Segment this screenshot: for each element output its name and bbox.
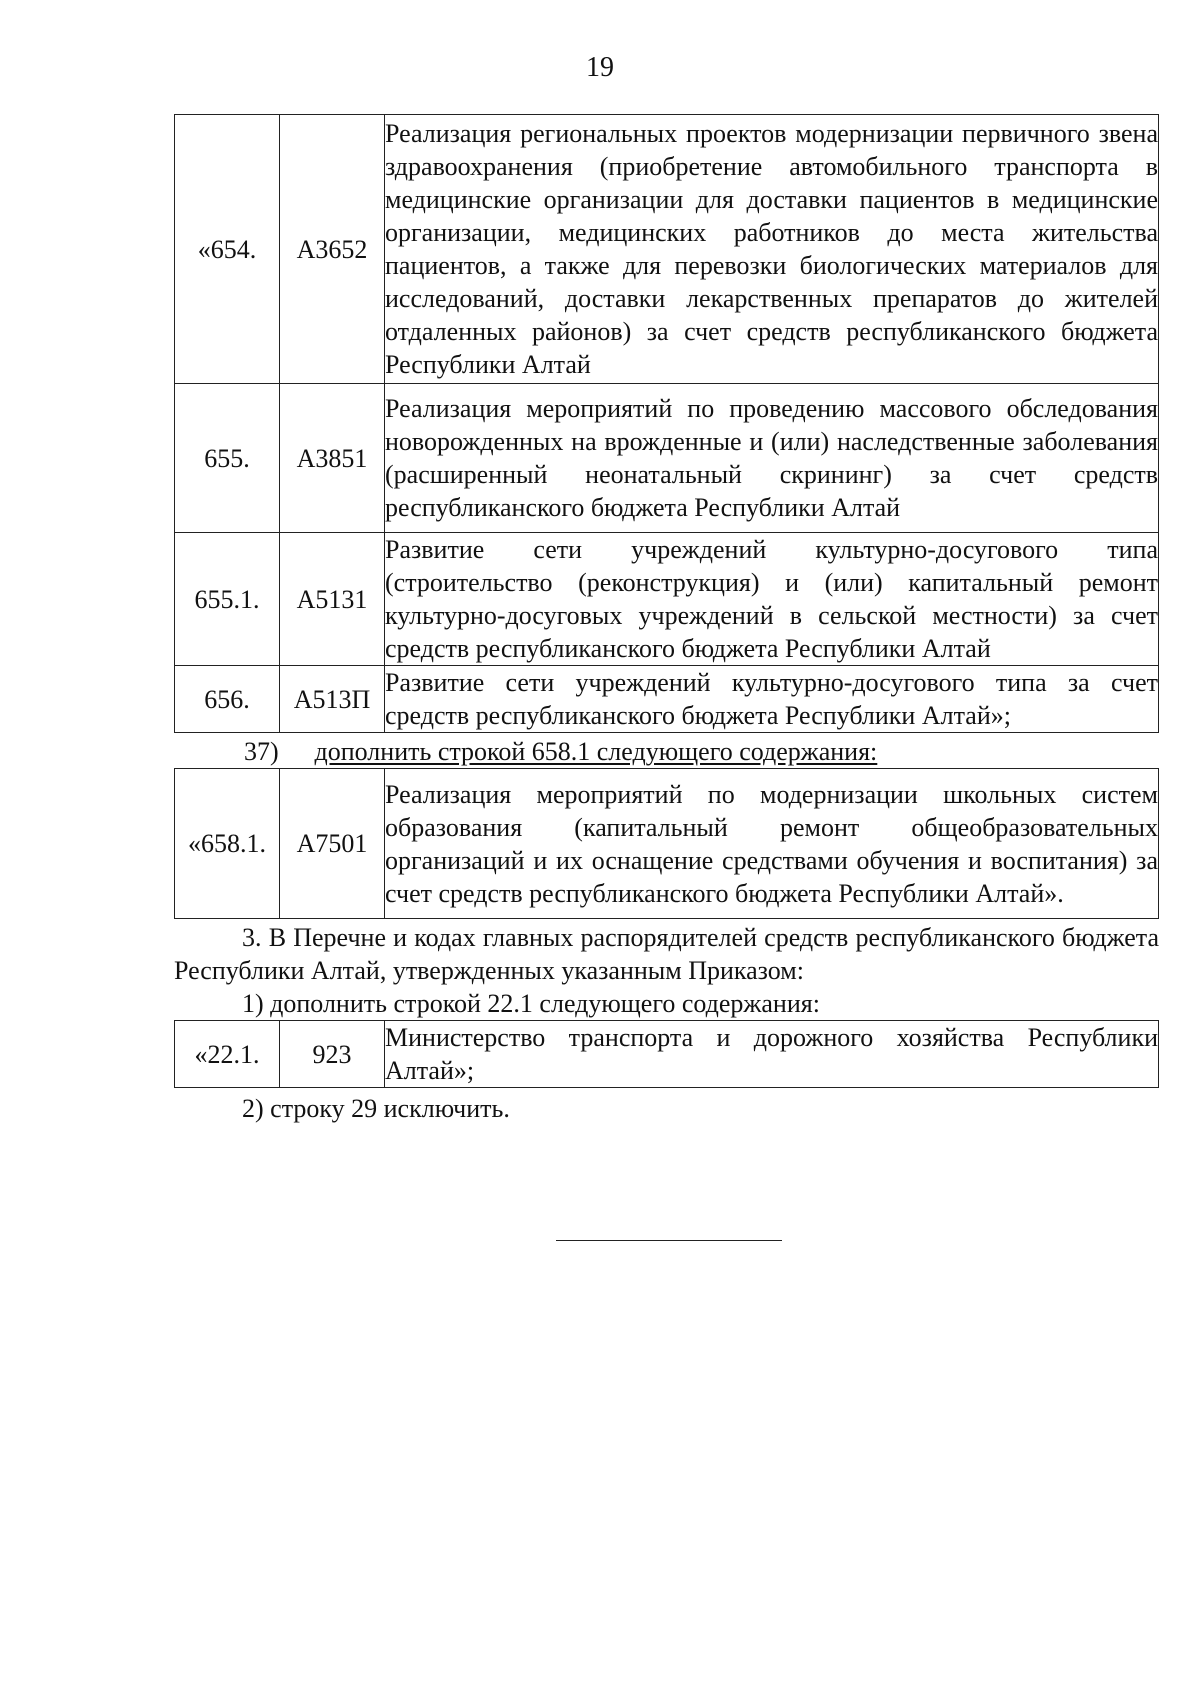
row-code: А3851 bbox=[280, 384, 385, 533]
row-code: А7501 bbox=[280, 769, 385, 919]
codes-table-1 bbox=[174, 114, 1159, 733]
row-code: 923 bbox=[280, 1021, 385, 1088]
item-37 bbox=[174, 735, 1159, 768]
closing-divider bbox=[556, 1240, 782, 1241]
codes-table-2 bbox=[174, 768, 1159, 919]
row-description: Развитие сети учреждений культурно-досугового типа за счет средств республиканского бюджета Республики Алтай»; bbox=[385, 666, 1159, 733]
table-row bbox=[175, 384, 1159, 533]
row-number: 655.1. bbox=[175, 533, 280, 666]
row-description: Реализация мероприятий по проведению массового обследования новорожденных на врожденные и (или) наследственные заболевания (расширенный неонатальный скрининг) за счет средств республиканского бюджета Республики Алтай bbox=[385, 384, 1159, 533]
item-37-label: 37) bbox=[244, 737, 279, 766]
table-row bbox=[175, 666, 1159, 733]
table-row bbox=[175, 533, 1159, 666]
sub-item-1: 1) дополнить строкой 22.1 следующего содержания: bbox=[242, 989, 820, 1018]
row-code: А5131 bbox=[280, 533, 385, 666]
row-description: Реализация мероприятий по модернизации школьных систем образования (капитальный ремонт общеобразовательных организаций и их оснащение средствами обучения и воспитания) за счет средств республиканского бюджета Республики Алтай». bbox=[385, 769, 1159, 919]
table-row bbox=[175, 115, 1159, 384]
table-row bbox=[175, 1021, 1159, 1088]
row-code: А3652 bbox=[280, 115, 385, 384]
row-description: Реализация региональных проектов модернизации первичного звена здравоохранения (приобретение автомобильного транспорта в медицинские организации для доставки пациентов в медицинские организации, медицинских работников до места жительства пациентов, а также для перевозки биологических материалов для исследований, доставки лекарственных препаратов до жителей отдаленных районов) за счет средств республиканского бюджета Республики Алтай bbox=[385, 115, 1159, 384]
item-37-text: дополнить строкой 658.1 следующего содержания: bbox=[314, 737, 878, 766]
sub-item-2: 2) строку 29 исключить. bbox=[242, 1094, 510, 1123]
row-number: «654. bbox=[175, 115, 280, 384]
table-row bbox=[175, 769, 1159, 919]
paragraph-3: 3. В Перечне и кодах главных распорядителей средств республиканского бюджета Республики Алтай, утвержденных указанным Приказом: bbox=[174, 923, 1159, 985]
document-body bbox=[174, 114, 1159, 1125]
row-number: «658.1. bbox=[175, 769, 280, 919]
row-description: Развитие сети учреждений культурно-досугового типа (строительство (реконструкция) и (или) капитальный ремонт культурно-досуговых учреждений в сельской местности) за счет средств республиканского бюджета Республики Алтай bbox=[385, 533, 1159, 666]
page-number: 19 bbox=[586, 52, 614, 83]
row-number: 656. bbox=[175, 666, 280, 733]
row-number: 655. bbox=[175, 384, 280, 533]
row-description: Министерство транспорта и дорожного хозяйства Республики Алтай»; bbox=[385, 1021, 1159, 1088]
row-code: А513П bbox=[280, 666, 385, 733]
row-number: «22.1. bbox=[175, 1021, 280, 1088]
codes-table-3 bbox=[174, 1020, 1159, 1088]
